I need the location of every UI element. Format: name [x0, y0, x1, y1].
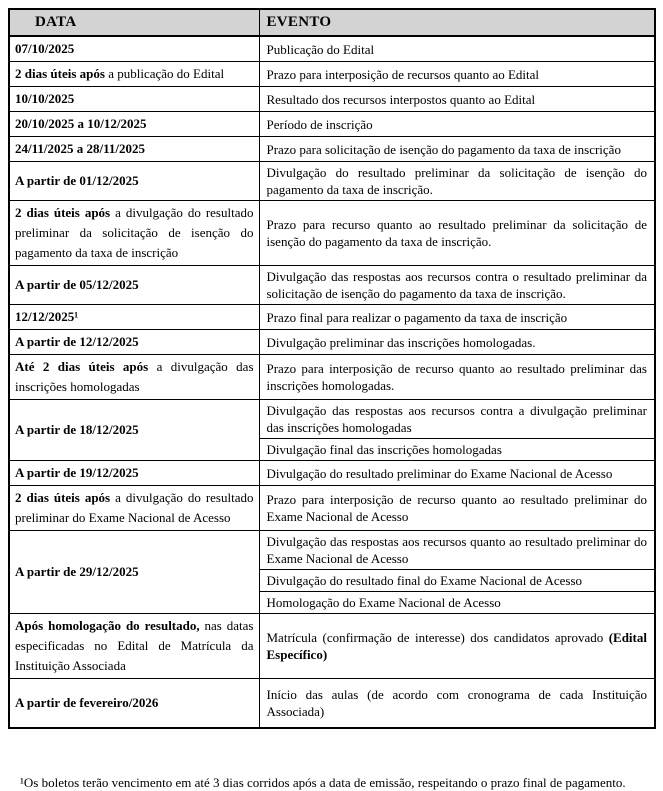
- event-cell: [259, 62, 655, 87]
- event-text-segment: Prazo para interposição de recurso quanto ao resultado preliminar do Exame Nacional de Acesso: [266, 492, 647, 524]
- date-text-segment: A partir de 19/12/2025: [15, 465, 139, 480]
- date-cell: [9, 461, 259, 486]
- table-row: [9, 330, 655, 355]
- date-text-segment: A partir de 18/12/2025: [15, 422, 139, 437]
- date-cell: [9, 679, 259, 729]
- event-cell: [259, 305, 655, 330]
- event-text-segment: Início das aulas (de acordo com cronograma de cada Instituição Associada): [266, 687, 647, 719]
- event-text-segment: Matrícula (confirmação de interesse) dos candidatos aprovado: [266, 630, 609, 645]
- event-text-segment: Divulgação do resultado preliminar do Exame Nacional de Acesso: [266, 465, 613, 481]
- event-text-segment: Prazo para recurso quanto ao resultado preliminar da solicitação de isenção do pagamento da taxa de inscrição.: [266, 217, 647, 249]
- date-text-segment: a divulgação das inscrições homologadas: [15, 359, 254, 394]
- date-cell: [9, 330, 259, 355]
- date-cell: [9, 614, 259, 679]
- event-cell: [259, 531, 655, 570]
- table-row: [9, 400, 655, 439]
- date-text-segment: 2 dias úteis após: [15, 490, 111, 505]
- event-text-segment: Homologação do Exame Nacional de Acesso: [266, 595, 501, 610]
- date-text-segment: a publicação do Edital: [104, 66, 225, 81]
- table-row: [9, 137, 655, 162]
- date-text-segment: 10/10/2025: [15, 91, 75, 106]
- event-cell: [259, 137, 655, 162]
- date-cell: [9, 486, 259, 531]
- event-cell: [259, 266, 655, 305]
- event-text-segment: Divulgação preliminar das inscrições homologadas.: [266, 334, 536, 350]
- table-row: [9, 355, 655, 400]
- date-cell: [9, 162, 259, 201]
- event-text-segment: Período de inscrição: [266, 116, 373, 132]
- event-text-segment: Divulgação do resultado final do Exame Nacional de Acesso: [266, 573, 583, 588]
- table-row: [9, 87, 655, 112]
- table-row: [9, 62, 655, 87]
- event-cell: [259, 87, 655, 112]
- column-header-data: DATA: [9, 9, 259, 36]
- date-text-segment: 2 dias úteis após: [15, 66, 105, 81]
- date-text-segment: A partir de 01/12/2025: [15, 173, 139, 188]
- table-row: [9, 461, 655, 486]
- date-text-segment: Após homologação do resultado,: [15, 618, 200, 633]
- event-text-segment: Divulgação das respostas aos recursos quanto ao resultado preliminar do Exame Nacional de Acesso: [266, 534, 647, 566]
- event-text-segment: Publicação do Edital: [266, 41, 375, 57]
- date-cell: [9, 266, 259, 305]
- date-cell: [9, 137, 259, 162]
- event-cell: [259, 461, 655, 486]
- table-row: [9, 486, 655, 531]
- date-text-segment: 07/10/2025: [15, 41, 75, 56]
- date-cell: [9, 112, 259, 137]
- event-text-segment: Resultado dos recursos interpostos quanto ao Edital: [266, 91, 536, 107]
- event-text-segment: Divulgação final das inscrições homologadas: [266, 442, 502, 457]
- event-cell: [259, 439, 655, 461]
- date-cell: [9, 87, 259, 112]
- event-cell: [259, 570, 655, 592]
- event-cell: [259, 162, 655, 201]
- event-cell: [259, 330, 655, 355]
- event-cell: [259, 679, 655, 729]
- date-cell: [9, 62, 259, 87]
- event-text-segment: Prazo para solicitação de isenção do pagamento da taxa de inscrição: [266, 141, 621, 157]
- event-cell: [259, 112, 655, 137]
- table-row: [9, 305, 655, 330]
- date-text-segment: a divulgação do resultado preliminar do Exame Nacional de Acesso: [15, 490, 254, 525]
- event-text-segment: Prazo final para realizar o pagamento da taxa de inscrição: [266, 309, 568, 325]
- date-cell: [9, 531, 259, 614]
- date-text-segment: 12/12/2025¹: [15, 309, 79, 324]
- event-cell: [259, 592, 655, 614]
- event-cell: [259, 355, 655, 400]
- footnote: ¹Os boletos terão vencimento em até 3 dias corridos após a data de emissão, respeitando o prazo final de pagamento.: [20, 775, 626, 790]
- event-text-segment: (Edital Específico): [266, 630, 647, 662]
- table-row: [9, 679, 655, 729]
- date-text-segment: 24/11/2025 a 28/11/2025: [15, 141, 146, 156]
- date-cell: [9, 36, 259, 62]
- event-cell: [259, 36, 655, 62]
- date-cell: [9, 305, 259, 330]
- date-text-segment: Até 2 dias úteis após: [15, 359, 149, 374]
- table-row: [9, 531, 655, 570]
- event-text-segment: Divulgação do resultado preliminar da solicitação de isenção do pagamento da taxa de inscrição.: [266, 165, 647, 197]
- event-text-segment: Divulgação das respostas aos recursos contra o resultado preliminar da solicitação de isenção do pagamento da taxa de inscrição.: [266, 269, 647, 301]
- schedule-table-body: [9, 36, 655, 728]
- header-row: [9, 9, 655, 36]
- date-text-segment: nas datas especificadas no Edital de Matrícula da Instituição Associada: [15, 618, 254, 673]
- date-cell: [9, 201, 259, 266]
- table-row: [9, 36, 655, 62]
- event-cell: [259, 201, 655, 266]
- schedule-table: [8, 8, 656, 729]
- date-text-segment: A partir de 05/12/2025: [15, 277, 139, 292]
- event-cell: [259, 486, 655, 531]
- date-text-segment: A partir de 29/12/2025: [15, 564, 139, 579]
- event-text-segment: Prazo para interposição de recursos quanto ao Edital: [266, 66, 540, 82]
- table-row: [9, 201, 655, 266]
- table-row: [9, 112, 655, 137]
- event-text-segment: Prazo para interposição de recurso quanto ao resultado preliminar das inscrições homologadas.: [266, 361, 647, 393]
- date-cell: [9, 355, 259, 400]
- date-text-segment: a divulgação do resultado preliminar da solicitação de isenção do pagamento da taxa de inscrição: [15, 205, 254, 260]
- date-cell: [9, 400, 259, 461]
- date-text-segment: 20/10/2025 a 10/12/2025: [15, 116, 147, 131]
- event-cell: [259, 614, 655, 679]
- table-row: [9, 614, 655, 679]
- column-header-evento: EVENTO: [259, 9, 655, 36]
- date-text-segment: A partir de fevereiro/2026: [15, 695, 159, 710]
- event-cell: [259, 400, 655, 439]
- date-text-segment: 2 dias úteis após: [15, 205, 111, 220]
- date-text-segment: A partir de 12/12/2025: [15, 334, 139, 349]
- event-text-segment: Divulgação das respostas aos recursos contra a divulgação preliminar das inscrições homologadas: [266, 403, 647, 435]
- table-row: [9, 266, 655, 305]
- table-row: [9, 162, 655, 201]
